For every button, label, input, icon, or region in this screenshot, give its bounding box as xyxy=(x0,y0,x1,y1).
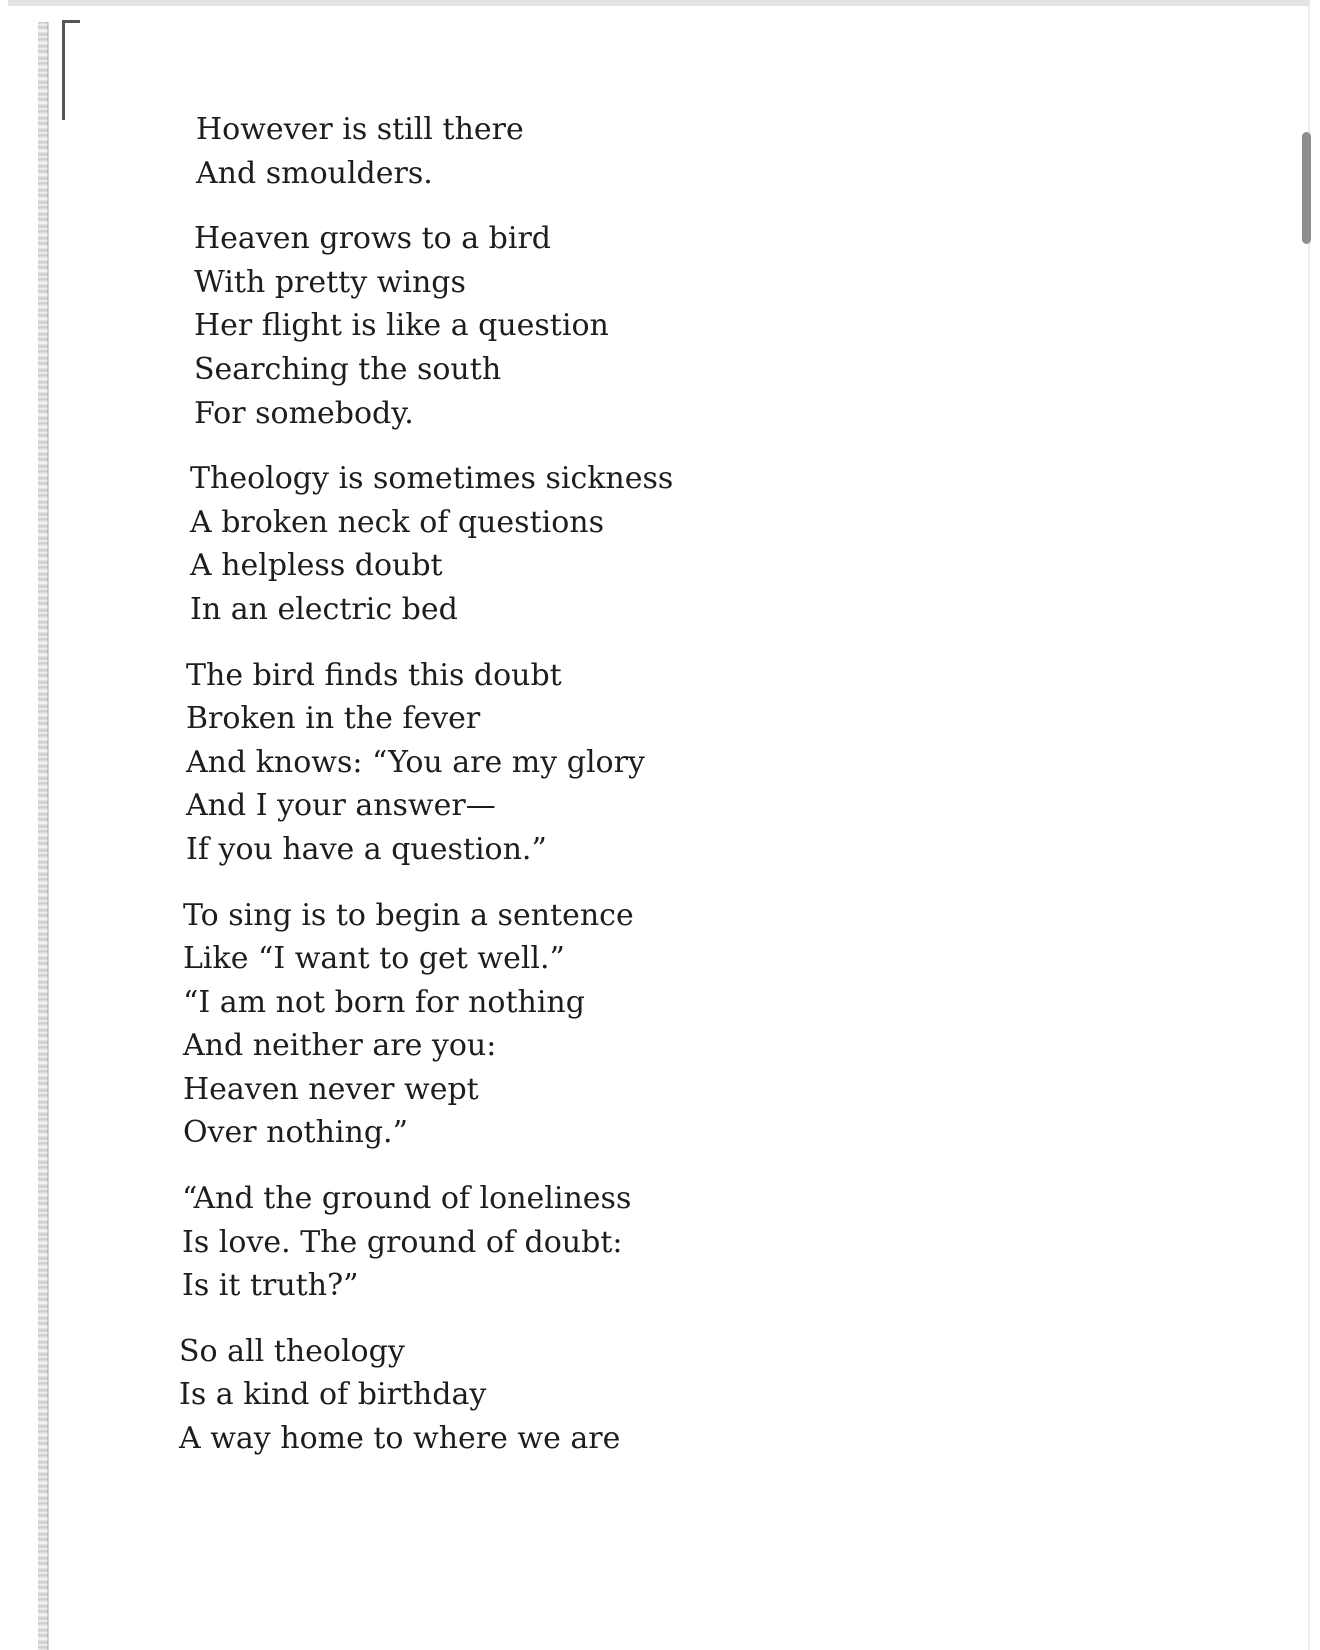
scrollbar-thumb[interactable] xyxy=(1302,132,1311,244)
poem-line: Is love. The ground of doubt: xyxy=(182,1224,623,1260)
stanza xyxy=(179,1330,986,1461)
scan-edge xyxy=(38,22,48,1650)
poem-line: Searching the south xyxy=(194,351,502,387)
poem-line: And neither are you: xyxy=(183,1028,497,1064)
poem-line: Heaven never wept xyxy=(183,1071,479,1107)
poem-line: A way home to where we are xyxy=(179,1421,621,1457)
stanza xyxy=(196,108,986,195)
poem-line: So all theology xyxy=(179,1333,405,1369)
poem-line: “And the ground of loneliness xyxy=(182,1181,632,1217)
poem-line: Heaven grows to a bird xyxy=(194,221,551,257)
poem-line: A broken neck of questions xyxy=(190,504,604,540)
poem-line: However is still there xyxy=(196,112,524,147)
poem-line: A helpless doubt xyxy=(190,548,443,584)
poem-line: Broken in the fever xyxy=(186,701,481,737)
stanza xyxy=(194,217,986,435)
poem-line: Over nothing.” xyxy=(183,1115,408,1151)
poem-text xyxy=(179,108,986,1483)
poem-line: With pretty wings xyxy=(194,264,466,300)
poem-line: And smoulders. xyxy=(196,155,433,191)
poem-line: If you have a question.” xyxy=(186,831,547,867)
poem-line: Like “I want to get well.” xyxy=(183,941,565,977)
poem-line: “I am not born for nothing xyxy=(183,984,585,1020)
poem-line: Is it truth?” xyxy=(182,1268,359,1304)
stanza xyxy=(190,457,986,631)
poem-line: The bird finds this doubt xyxy=(186,657,562,693)
stanza xyxy=(183,894,986,1156)
stanza xyxy=(182,1177,986,1308)
poem-line: And knows: “You are my glory xyxy=(186,744,645,780)
poem-line: And I your answer— xyxy=(186,788,496,824)
poem-line: In an electric bed xyxy=(190,591,458,627)
poem-line: To sing is to begin a sentence xyxy=(183,897,634,933)
crop-mark xyxy=(62,20,65,120)
poem-line: For somebody. xyxy=(194,395,414,431)
stanza xyxy=(186,654,986,872)
poem-line: Theology is sometimes sickness xyxy=(190,461,674,497)
poem-line: Is a kind of birthday xyxy=(179,1377,487,1413)
poem-line: Her flight is like a question xyxy=(194,308,609,344)
